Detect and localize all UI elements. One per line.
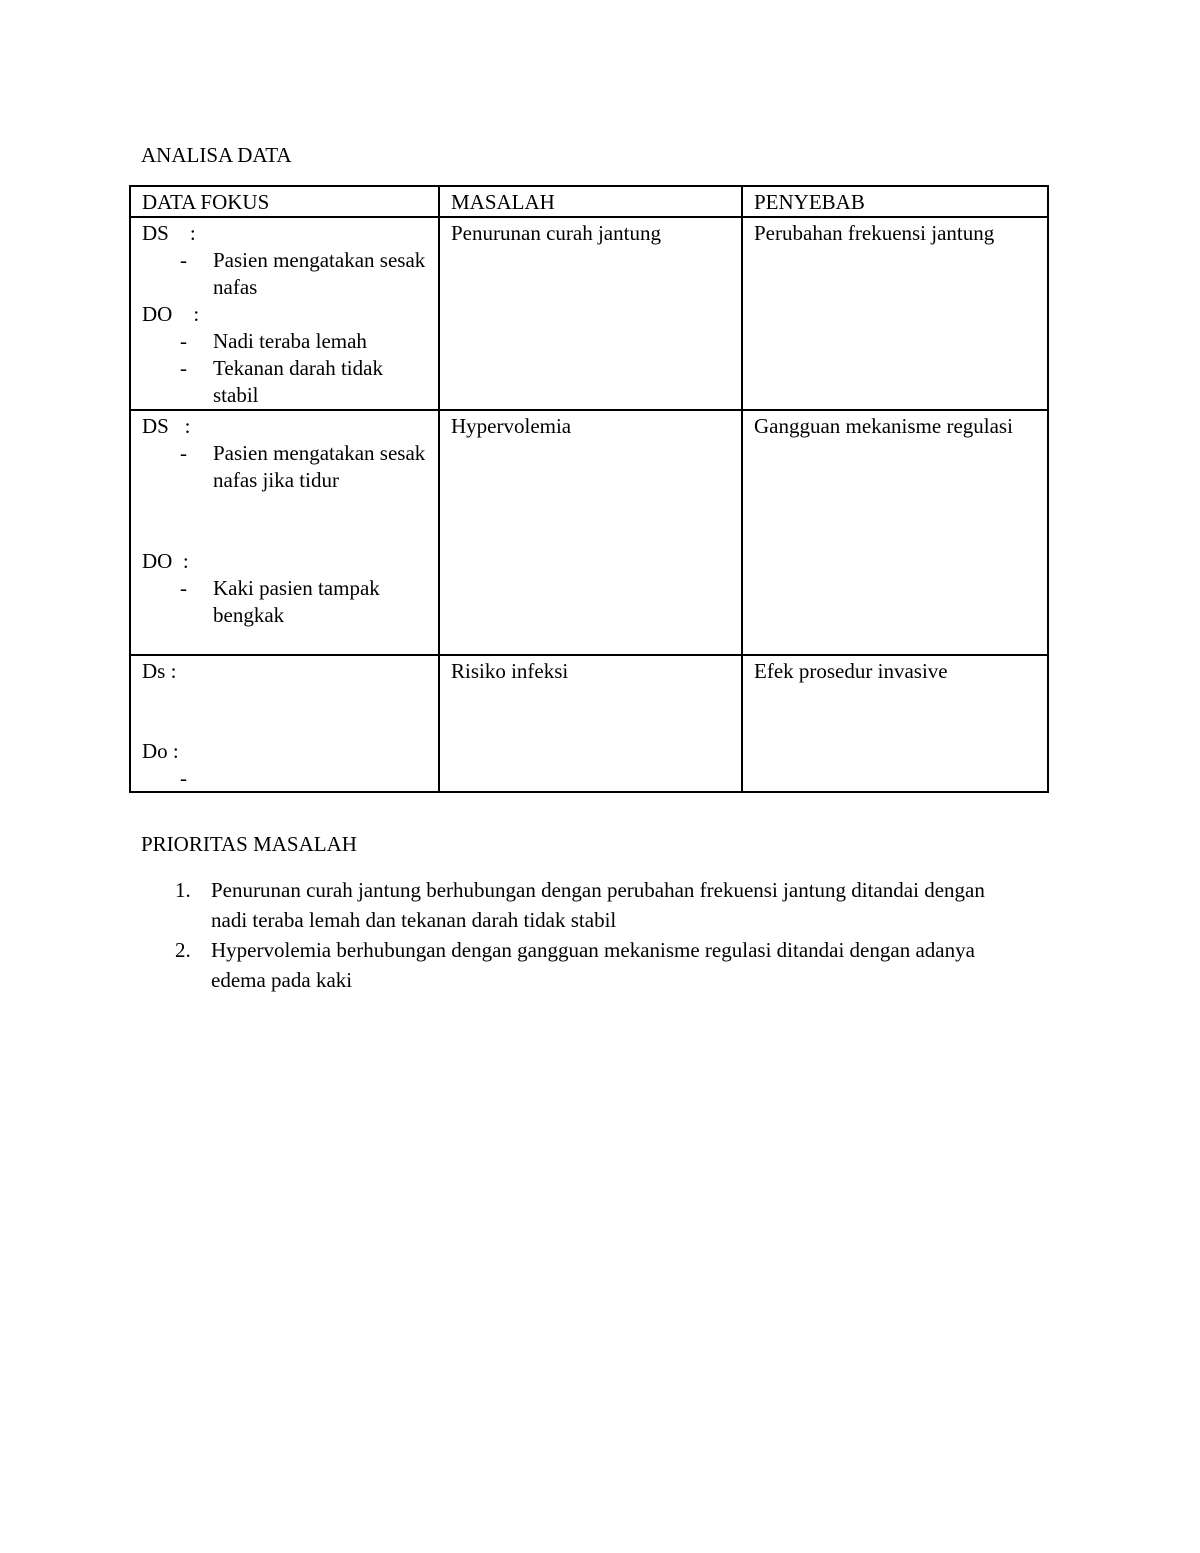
- penyebab-cell: Perubahan frekuensi jantung: [742, 217, 1048, 410]
- ds-item: - Pasien mengatakan sesak nafas: [180, 248, 426, 299]
- do-item: - Kaki pasien tampak bengkak: [180, 576, 380, 627]
- table-row: [130, 655, 1048, 792]
- data-fokus-cell: Ds : Do : -: [130, 655, 439, 792]
- analisa-data-table: [129, 185, 1049, 793]
- masalah-cell: Risiko infeksi: [439, 655, 742, 792]
- ds-label: Ds :: [142, 659, 177, 683]
- data-fokus-cell: [130, 217, 439, 410]
- list-item: [141, 875, 1021, 935]
- header-data-fokus: DATA FOKUS: [130, 186, 439, 217]
- do-label: DO :: [142, 549, 189, 573]
- masalah-cell: Penurunan curah jantung: [439, 217, 742, 410]
- list-item-text: Hypervolemia berhubungan dengan gangguan mekanisme regulasi ditandai dengan adanya edema pada kaki: [211, 938, 975, 992]
- header-penyebab: PENYEBAB: [742, 186, 1048, 217]
- list-item: [141, 935, 1021, 995]
- header-masalah: MASALAH: [439, 186, 742, 217]
- list-number: 1.: [175, 878, 191, 902]
- table-row: [130, 410, 1048, 655]
- table-row: [130, 217, 1048, 410]
- do-item: - Nadi teraba lemah: [180, 329, 367, 353]
- list-item-text: Penurunan curah jantung berhubungan dengan perubahan frekuensi jantung ditandai dengan nadi teraba lemah dan tekanan darah tidak stabil: [211, 878, 985, 932]
- list-number: 2.: [175, 938, 191, 962]
- do-label: Do :: [142, 739, 179, 763]
- table-header-row: [130, 186, 1048, 217]
- ds-label: DS :: [142, 414, 191, 438]
- penyebab-cell: Efek prosedur invasive: [742, 655, 1048, 792]
- penyebab-cell: Gangguan mekanisme regulasi: [742, 410, 1048, 655]
- priority-list: [141, 875, 1021, 995]
- ds-label: DS :: [142, 221, 196, 245]
- do-label: DO :: [142, 302, 200, 326]
- page-title: ANALISA DATA: [141, 143, 292, 167]
- do-item: - Tekanan darah tidak stabil: [180, 356, 383, 407]
- priority-title: PRIORITAS MASALAH: [141, 832, 357, 856]
- ds-item: - Pasien mengatakan sesak nafas jika tidur: [180, 441, 426, 492]
- data-fokus-cell: [130, 410, 439, 655]
- masalah-cell: Hypervolemia: [439, 410, 742, 655]
